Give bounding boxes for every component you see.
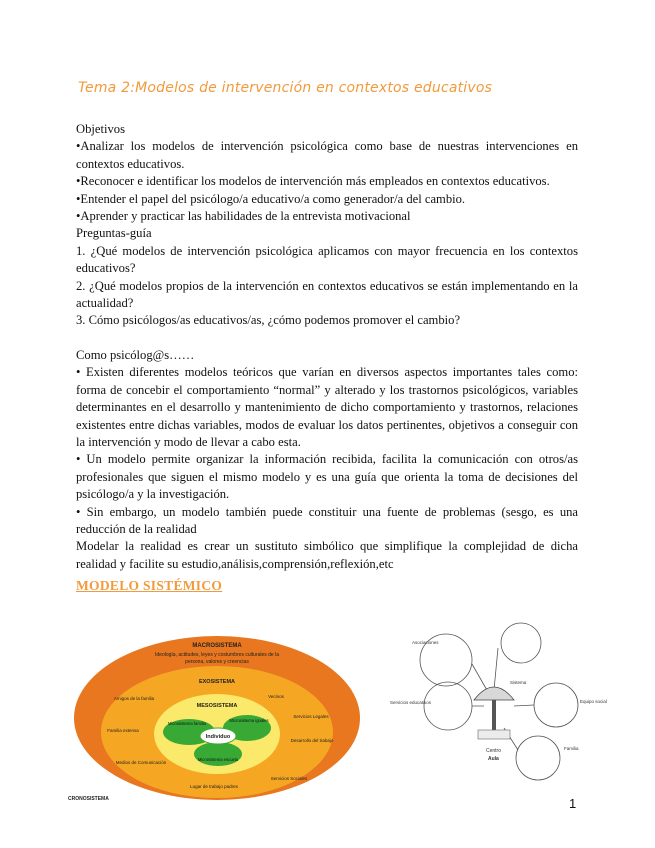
- como-paragraph: • Un modelo permite organizar la información recibida, facilita la comunicación con otros/as profesionales que siguen el mismo modelo y es una guía que orienta la toma de decisiones del psicólogo/a y la investigación.: [76, 452, 578, 502]
- como-paragraph: • Sin embargo, un modelo también puede constituir una fuente de problemas (sesgo, es una reducción de la realidad: [76, 504, 578, 536]
- crono-label: CRONOSISTEMA: [68, 796, 109, 802]
- individual-label: Individuo: [205, 734, 231, 740]
- aula-base: [478, 730, 510, 739]
- diagram2-label: Equipo social: [580, 699, 607, 704]
- systems-circle-diagram: [368, 618, 607, 803]
- umbrella-shape: [474, 687, 514, 700]
- exo-item: Servicios Sociales: [270, 776, 308, 781]
- exo-item: Medios de Comunicación: [115, 760, 167, 765]
- exo-item: Vecinos: [268, 694, 284, 699]
- objetivo-item: •Entender el papel del psicólogo/a educativo/a como generador/a del cambio.: [76, 191, 466, 206]
- macro-desc: Ideología, actitudes, leyes y costumbres culturales de la: [155, 652, 279, 658]
- exo-label: EXOSISTEMA: [198, 679, 236, 685]
- diagram2-label: Centro: [486, 748, 502, 754]
- diagram2-label: Familia: [564, 746, 579, 751]
- macro-desc: persona, valores y creencias: [185, 659, 249, 665]
- micro-school: [194, 742, 242, 766]
- objetivo-item: •Aprender y practicar las habilidades de la entrevista motivacional: [76, 209, 411, 224]
- macro-label: MACROSISTEMA: [192, 643, 242, 649]
- system-circle: [534, 683, 578, 727]
- exo-item: Familia extensa: [107, 728, 139, 733]
- document-body: [76, 121, 578, 573]
- pregunta-item: 1. ¿Qué modelos de intervención psicológica aplicamos con mayor frecuencia en los contextos educativos?: [76, 243, 578, 276]
- diagram2-label: Asociaciones: [412, 640, 439, 645]
- system-circle: [501, 623, 541, 663]
- umbrella-pole: [492, 700, 496, 730]
- system-circle: [424, 682, 472, 730]
- exo-item: Lugar de trabajo padres: [190, 784, 238, 789]
- como-paragraph: Modelar la realidad es crear un sustituto simbólico que simplifique la complejidad de dicha realidad y facilite su estudio,análisis,comprensión,reflexión,etc: [76, 539, 578, 571]
- pregunta-item: 3. Cómo psicólogos/as educativos/as, ¿cómo podemos promover el cambio?: [76, 313, 461, 328]
- micro-family-label: Microsistema familia: [168, 721, 206, 726]
- micro-peers-label: Microsistema iguales: [229, 718, 269, 723]
- exo-item: Amigos de la familia: [113, 696, 155, 701]
- exo-item: Desarrollo del trabajo: [290, 738, 334, 743]
- diagram2-label: Servicios educativos: [390, 700, 432, 705]
- ecological-systems-diagram: [66, 628, 364, 805]
- objetivo-item: •Reconocer e identificar los modelos de intervención más empleados en contextos educativos.: [76, 174, 550, 189]
- objetivo-item: •Analizar los modelos de intervención psicológica como base de nuestras intervenciones en contextos educativos.: [76, 139, 578, 171]
- page-number: 1: [569, 796, 577, 811]
- como-paragraph: • Existen diferentes modelos teóricos que varían en diversos aspectos importantes tales como: forma de concebir el comportamiento “normal” y alterado y los trastornos psicológicos, variables determinantes en el desarrollo y mantenimiento de dicho comportamiento y trastornos, relaciones existentes entre dichas variables, modos de evaluar los datos pertinentes, objetivos a conseguir con la intervención y modo de llevar a cabo esta.: [76, 365, 578, 449]
- section-title: MODELO SISTÉMICO: [76, 578, 223, 593]
- diagram2-label: Aula: [488, 756, 499, 762]
- exo-item: Servicios Legales: [293, 714, 329, 719]
- meso-label: MESOSISTEMA: [196, 703, 238, 709]
- objetivos-heading: Objetivos: [76, 122, 125, 136]
- como-heading: Como psicólog@s……: [76, 347, 195, 362]
- preguntas-heading: Preguntas-guía: [76, 226, 152, 241]
- micro-school-label: Microsistema escuela: [197, 757, 239, 762]
- pregunta-item: 2. ¿Qué modelos propios de la intervención en contextos educativos se están implementando en la actualidad?: [76, 278, 578, 311]
- page-title: Tema 2:Modelos de intervención en contextos educativos: [78, 80, 493, 96]
- system-circle: [516, 736, 560, 780]
- diagram2-label: Sistema: [510, 680, 527, 685]
